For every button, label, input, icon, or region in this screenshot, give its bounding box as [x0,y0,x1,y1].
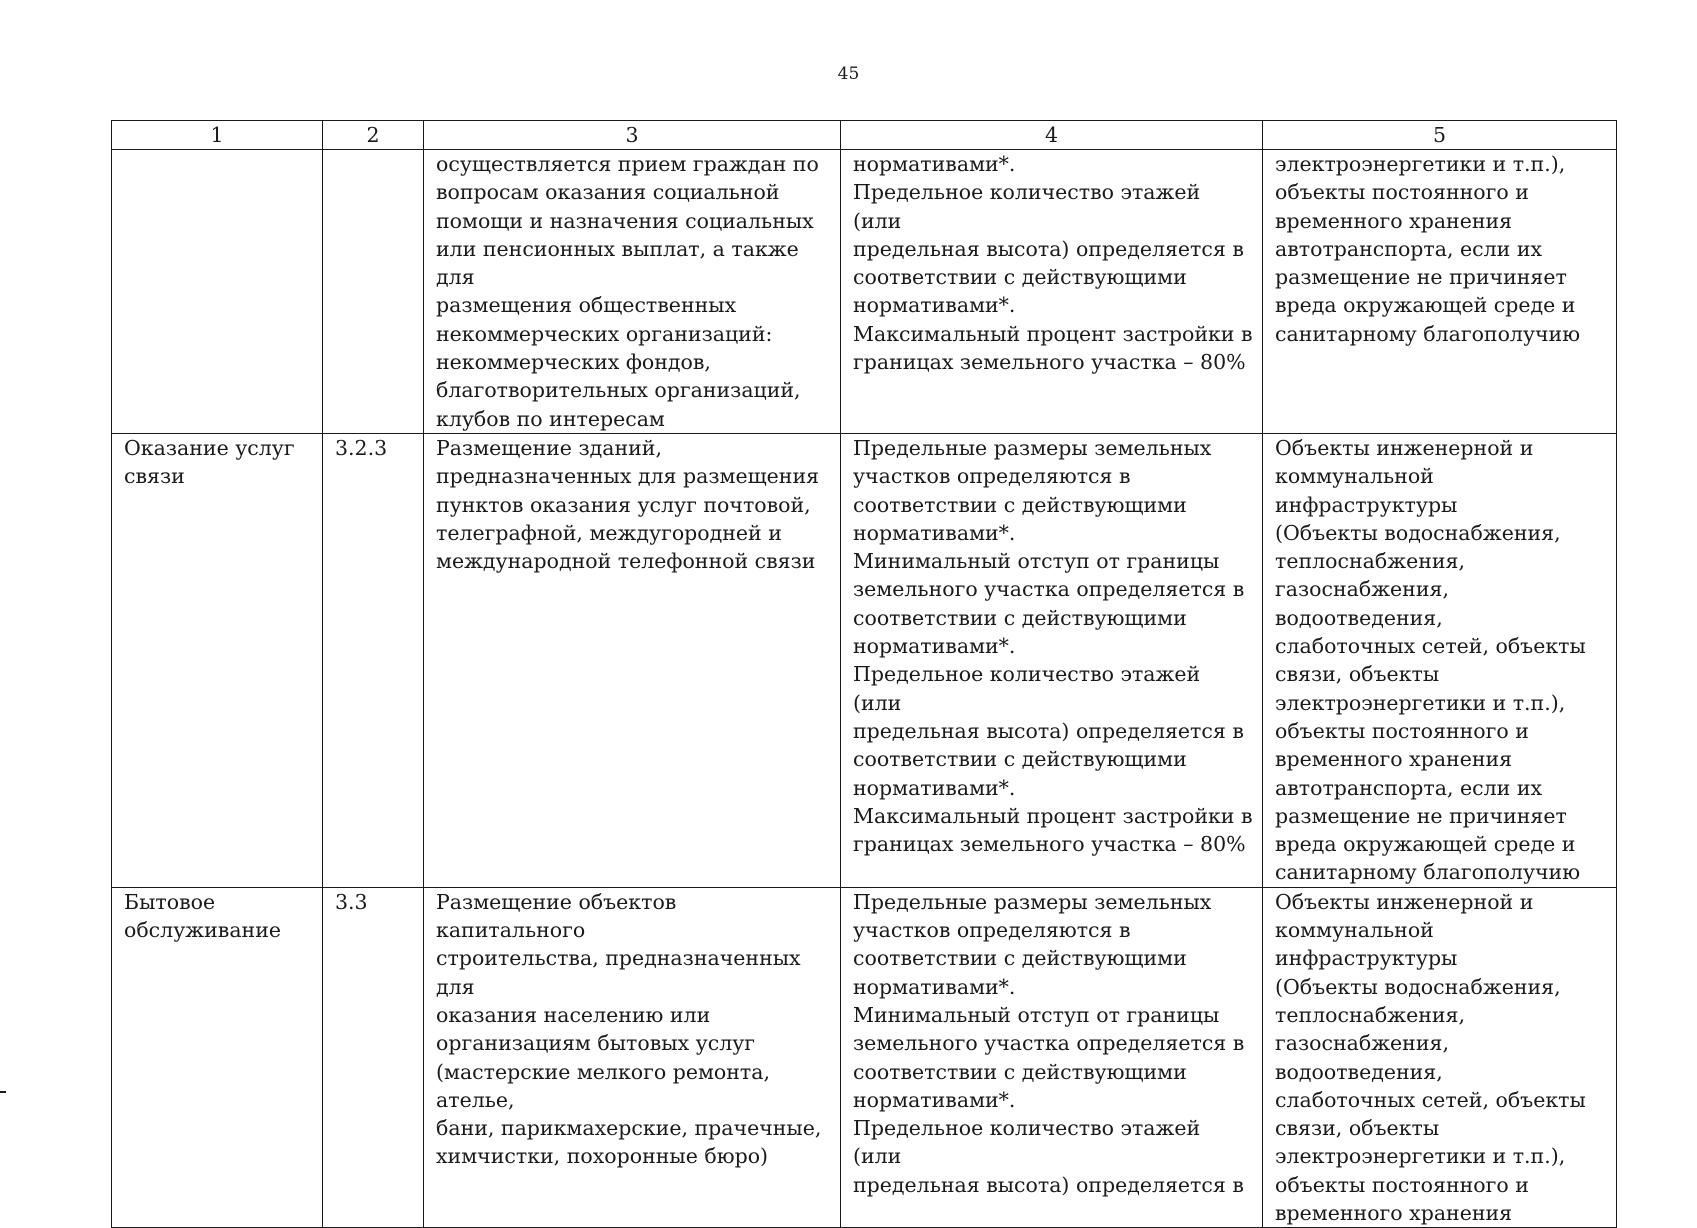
building-parameters-cell: Предельные размеры земельных участков определяются в соответствии с действующими нормативами*. Минимальный отступ от границы земельного участка определяется в соответствии с действующими нормативами*. Предельное количество этажей (или предельная высота) определяется в соответствии с действующими нормативами*. Максимальный процент застройки в границах земельного участка – 80% [841,433,1263,887]
use-code-cell [323,150,424,434]
use-description-cell: осуществляется прием граждан по вопросам оказания социальной помощи и назначения социальных или пенсионных выплат, а также для размещения общественных некоммерческих организаций: некоммерческих фондов, благотворительных организаций, клубов по интересам [424,150,841,434]
use-name-cell: Бытовое обслуживание [112,887,323,1228]
use-code-cell: 3.3 [323,887,424,1228]
column-number-1: 1 [112,121,323,150]
building-parameters-cell: Предельные размеры земельных участков определяются в соответствии с действующими нормативами*. Минимальный отступ от границы земельного участка определяется в соответствии с действующими нормативами*. Предельное количество этажей (или предельная высота) определяется в [841,887,1263,1228]
use-description-cell: Размещение объектов капитального строительства, предназначенных для оказания населению или организациям бытовых услуг (мастерские мелкого ремонта, ателье, бани, парикмахерские, прачечные, химчистки, похоронные бюро) [424,887,841,1228]
land-use-table [111,120,1617,1228]
table-row [112,887,1617,1228]
use-name-cell [112,150,323,434]
table-header-row [112,121,1617,150]
auxiliary-uses-cell: электроэнергетики и т.п.), объекты постоянного и временного хранения автотранспорта, если их размещение не причиняет вреда окружающей среде и санитарному благополучию [1263,150,1617,434]
column-number-4: 4 [841,121,1263,150]
auxiliary-uses-cell: Объекты инженерной и коммунальной инфраструктуры (Объекты водоснабжения, теплоснабжения, газоснабжения, водоотведения, слаботочных сетей, объекты связи, объекты электроэнергетики и т.п.), объекты постоянного и временного хранения автотранспорта, если их размещение не причиняет вреда окружающей среде и санитарному благополучию [1263,433,1617,887]
column-number-3: 3 [424,121,841,150]
use-code-cell: 3.2.3 [323,433,424,887]
building-parameters-cell: нормативами*. Предельное количество этажей (или предельная высота) определяется в соответствии с действующими нормативами*. Максимальный процент застройки в границах земельного участка – 80% [841,150,1263,434]
auxiliary-uses-cell: Объекты инженерной и коммунальной инфраструктуры (Объекты водоснабжения, теплоснабжения, газоснабжения, водоотведения, слаботочных сетей, объекты связи, объекты электроэнергетики и т.п.), объекты постоянного и временного хранения [1263,887,1617,1228]
column-number-5: 5 [1263,121,1617,150]
table-row [112,150,1617,434]
use-name-cell: Оказание услуг связи [112,433,323,887]
use-description-cell: Размещение зданий, предназначенных для размещения пунктов оказания услуг почтовой, телеграфной, междугородней и международной телефонной связи [424,433,841,887]
table-row [112,433,1617,887]
scan-edge-mark [0,1091,6,1093]
page-number: 45 [837,64,860,84]
column-number-2: 2 [323,121,424,150]
